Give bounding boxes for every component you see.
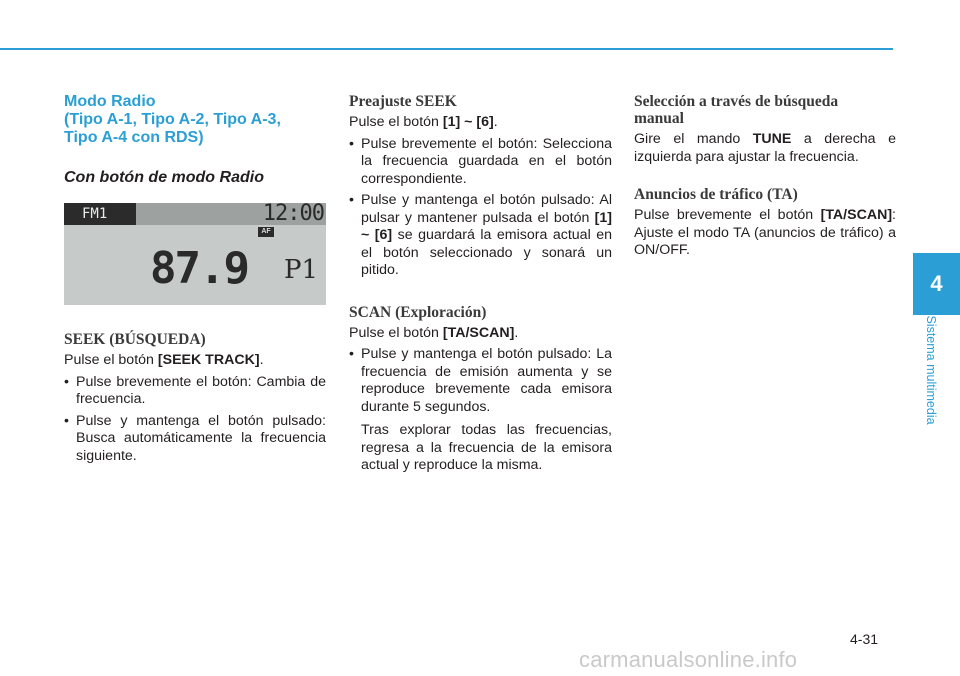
manual-text-end: a derecha e izquierda para ajustar la frecuencia. xyxy=(634,131,896,165)
preset-seek-intro xyxy=(349,114,612,132)
preset-intro-key: [1] ~ [6] xyxy=(442,114,494,130)
manual-text-start: Gire el mando xyxy=(634,131,753,147)
manual-text-key: TUNE xyxy=(752,131,792,147)
watermark: carmanualsonline.info xyxy=(579,647,798,672)
display-band-label: FM1 xyxy=(64,203,136,225)
scan-heading: SCAN (Exploración) xyxy=(349,303,487,321)
header-rule xyxy=(0,48,893,50)
traffic-text-key: [TA/SCAN] xyxy=(820,207,893,223)
manual-text xyxy=(634,131,896,166)
seek-intro-text: Pulse el botón xyxy=(64,352,158,368)
chapter-label xyxy=(921,310,941,440)
list-item xyxy=(349,192,612,280)
list-item: • Pulse brevemente el botón: Selecciona la frecuencia guardada en el botón correspondiente. xyxy=(349,136,612,189)
chapter-label-text: Sistema multimedia xyxy=(924,315,938,425)
subsection-title: Con botón de modo Radio xyxy=(64,169,264,186)
manual-heading-line2: manual xyxy=(634,110,684,127)
scan-bullets xyxy=(349,346,612,416)
column-seek-scan xyxy=(349,93,612,475)
seek-heading: SEEK (BÚSQUEDA) xyxy=(64,331,206,348)
bullet-text-end: se guardará la emisora actual en el botón seleccionado y sonará un pitido. xyxy=(361,227,612,278)
display-clock: 12:00 xyxy=(262,201,324,226)
list-item: • Pulse y mantenga el botón pulsado: La frecuencia de emisión aumenta y se reproduce brevemente cada emisora durante 5 segundos. xyxy=(349,346,612,416)
scan-intro-key: [TA/SCAN] xyxy=(442,324,515,341)
section-title xyxy=(64,93,326,147)
scan-intro xyxy=(349,325,612,343)
traffic-text-end: : Ajuste el modo TA (anuncios de tráfico) a ON/OFF. xyxy=(634,207,896,258)
section-title-line2: (Tipo A-1, Tipo A-2, Tipo A-3, xyxy=(64,111,281,128)
manual-heading xyxy=(634,93,896,127)
traffic-heading: Anuncios de tráfico (TA) xyxy=(634,186,798,203)
display-af-badge: AF xyxy=(258,227,274,237)
page-number: 4-31 xyxy=(850,631,879,647)
list-item: • Pulse brevemente el botón: Cambia de frecuencia. xyxy=(64,374,326,409)
section-title-line3: Tipo A-4 con RDS) xyxy=(64,129,204,146)
seek-intro-key: [SEEK TRACK] xyxy=(157,352,260,368)
traffic-text xyxy=(634,207,896,260)
seek-bullets xyxy=(64,374,326,466)
manual-heading-line1: Selección a través de búsqueda xyxy=(634,93,839,110)
scan-intro-end: . xyxy=(514,324,519,341)
preset-seek-heading: Preajuste SEEK xyxy=(349,93,457,110)
seek-intro xyxy=(64,352,326,370)
section-title-line1: Modo Radio xyxy=(64,93,156,110)
column-manual-traffic xyxy=(634,93,896,260)
chapter-tab: 4 xyxy=(913,253,960,315)
scan-note: Tras explorar todas las frecuencias, regresa a la frecuencia de la emisora actual y reproduce la misma. xyxy=(361,422,612,473)
display-frequency: 87.9 xyxy=(150,243,248,294)
seek-intro-end: . xyxy=(259,352,264,368)
column-radio-mode xyxy=(64,93,326,469)
list-item: • Pulse y mantenga el botón pulsado: Busca automáticamente la frecuencia siguiente. xyxy=(64,413,326,466)
radio-display-image xyxy=(64,203,326,305)
preset-intro-text: Pulse el botón xyxy=(349,114,443,130)
preset-intro-end: . xyxy=(493,114,498,130)
traffic-text-start: Pulse brevemente el botón xyxy=(634,207,821,223)
bullet-key: [1] ~ [6] xyxy=(361,209,612,243)
scan-intro-text: Pulse el botón xyxy=(349,324,443,341)
display-preset: P1 xyxy=(284,255,319,285)
bullet-text: Pulse y mantenga el botón pulsado: Al pulsar y mantener pulsada el botón xyxy=(361,192,612,226)
preset-bullets xyxy=(349,136,612,280)
